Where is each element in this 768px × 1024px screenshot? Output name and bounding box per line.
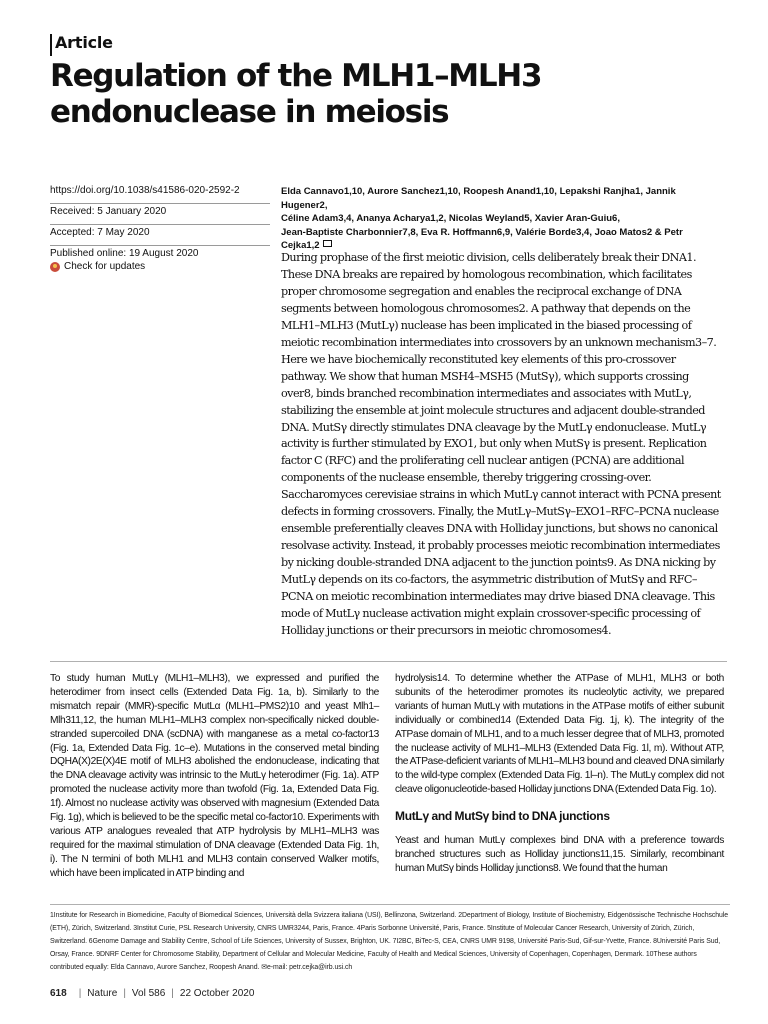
- body-paragraph: To study human MutLγ (MLH1–MLH3), we expressed and purified the heterodimer from insect cells (Extended Data Fig. 1a, b). Similarly to the mismatch repair (MMR)-specific MutLα (MLH1–PMS2)10 and yeast Mlh1–Mlh311,12, the human MLH1–MLH3 complex non-specifically nicked double-stranded supercoiled DNA (scDNA) with manganese as a metal co-factor13 (Fig. 1a, Extended Data Fig. 1c–e). Mutations in the conserved metal binding DQHA(X)2E(X)4E motif of MLH3 abolished the endonuclease, indicating that the DNA cleavage activity was intrinsic to the MutLγ heterodimer (Fig. 1a). ATP promoted the nuclease activity more than twofold (Fig. 1a, Extended Data Fig. 1f). Almost no nuclease activity was observed with magnesium (Extended Data Fig. 1g), which is believed to be the specific metal co-factor10. Experiments with various ATP analogues revealed that ATP hydrolysis by MLH1–MLH3 was required for the maximal stimulation of DNA cleavage (Extended Data Fig. 1h, i). The N termini of both MLH1 and MLH3 contain conserved Walker motifs, which have been implicated in ATP binding and: [50, 673, 379, 879]
- check-updates-button[interactable]: [50, 261, 270, 272]
- footer-separator: |: [171, 988, 174, 999]
- author-line: [281, 226, 721, 253]
- abstract: [281, 250, 721, 640]
- author-line: Elda Cannavo1,10, Aurore Sanchez1,10, Roopesh Anand1,10, Lepakshi Ranjha1, Jannik Hugener2,: [281, 186, 676, 211]
- mail-icon[interactable]: [323, 240, 332, 247]
- body-paragraph: Yeast and human MutLγ complexes bind DNA with a preference towards branched structures such as Holliday junctions11,15. Similarly, recombinant human MutSγ binds Holliday junctions8. We found that the human: [395, 835, 724, 874]
- section-heading: MutLγ and MutSγ bind to DNA junctions: [395, 809, 610, 824]
- page-title: Regulation of the MLH1–MLH3 endonuclease in meiosis: [50, 58, 542, 130]
- article-type-label: Article: [55, 33, 113, 52]
- published-date: Published online: 19 August 2020: [50, 248, 199, 259]
- published-row: [50, 246, 270, 272]
- crossmark-icon: [50, 262, 60, 272]
- body-column-right: [395, 672, 724, 876]
- body-column-left: [50, 672, 379, 881]
- accepted-row: [50, 225, 270, 246]
- affiliations-footnotes: [50, 904, 730, 974]
- author-line-text: Jean-Baptiste Charbonnier7,8, Eva R. Hoffmann6,9, Valérie Borde3,4, Joao Matos2 & Petr Cejka1,2: [281, 226, 683, 251]
- body-paragraph: hydrolysis14. To determine whether the ATPase of MLH1, MLH3 or both subunits of the heterodimer promotes its nucleolytic activity, we prepared variants of human MutLγ with mutations in the ATPase motifs of either subunit individually or combined14 (Extended Data Fig. 1j, k). The integrity of the ATPase domain of MLH1, and to a much lesser degree that of MLH3, promoted the nuclease activity of MLH1–MLH3 (Extended Data Fig. 1l, m). Without ATP, the ATPase-deficient variants of MLH1–MLH3 bound and cleaved DNA similarly to the wild-type complex (Extended Data Fig. 1l–n). The MutLγ complex did not cleave oligonucleotide-based Holliday junctions DNA (Extended Data Fig. 1o).: [395, 673, 724, 796]
- footer-separator: |: [78, 988, 82, 999]
- article-metadata: [50, 185, 270, 272]
- doi-link[interactable]: https://doi.org/10.1038/s41586-020-2592-2: [50, 185, 240, 196]
- doi-row: [50, 185, 270, 204]
- article-type-rule: [50, 34, 52, 56]
- check-updates-label: Check for updates: [64, 261, 146, 272]
- journal-name: Nature: [87, 988, 118, 999]
- accepted-date: Accepted: 7 May 2020: [50, 227, 150, 238]
- page-number: 618: [50, 988, 67, 999]
- author-list: [281, 185, 721, 253]
- footer-separator: |: [123, 988, 126, 999]
- volume: Vol 586: [131, 988, 166, 999]
- author-line: Céline Adam3,4, Ananya Acharya1,2, Nicolas Weyland5, Xavier Aran-Guiu6,: [281, 213, 620, 224]
- footnotes-text: 1Institute for Research in Biomedicine, Faculty of Biomedical Sciences, Università della Svizzera italiana (USI), Bellinzona, Switzerland. 2Department of Biology, Institute of Biochemistry, Eidgenössische Technische Hochschule (ETH), Zürich, Switzerland. 3Institut Curie, PSL Research University, CNRS UMR3244, Paris, France. 4Paris Sorbonne Université, Paris, France. 5Institute of Molecular Cancer Research, University of Zürich, Zürich, Switzerland. 6Genome Damage and Stability Centre, School of Life Sciences, University of Sussex, Brighton, UK. 7I2BC, BiTec-S, CEA, CNRS UMR 9198, Université Paris-Sud, Gif-sur-Yvette, France. 8Université Paris Sud, Orsay, France. 9DNRF Center for Chromosome Stability, Department of Cellular and Molecular Medicine, Faculty of Health and Medical Sciences, University of Copenhagen, Copenhagen, Denmark. 10These authors contributed equally: Elda Cannavo, Aurore Sanchez, Roopesh Anand. ✉e-mail: petr.cejka@irb.usi.ch: [50, 912, 729, 971]
- received-date: Received: 5 January 2020: [50, 206, 167, 217]
- received-row: [50, 204, 270, 225]
- page-footer: [50, 988, 254, 999]
- issue-date: 22 October 2020: [179, 988, 255, 999]
- section-divider: [50, 661, 727, 662]
- abstract-text: During prophase of the first meiotic division, cells deliberately break their DNA1. These DNA breaks are repaired by homologous recombination, which facilitates proper chromosome segregation and enables the reciprocal exchange of DNA segments between homologous chromosomes2. A pathway that depends on the MLH1–MLH3 (MutLγ) nuclease has been implicated in the biased processing of meiotic recombination intermediates into crossovers by an unknown mechanism3–7. Here we have biochemically reconstituted key elements of this pro-crossover pathway. We show that human MSH4–MSH5 (MutSγ), which supports crossing over8, binds branched recombination intermediates and associates with MutLγ, stabilizing the ensemble at joint molecule structures and adjacent double-stranded DNA. MutSγ directly stimulates DNA cleavage by the MutLγ endonuclease. MutLγ activity is further stimulated by EXO1, but only when MutSγ is present. Replication factor C (RFC) and the proliferating cell nuclear antigen (PCNA) are additional components of the nuclease ensemble, thereby triggering crossing-over. Saccharomyces cerevisiae strains in which MutLγ cannot interact with PCNA present defects in forming crossovers. Finally, the MutLγ–MutSγ–EXO1–RFC–PCNA nuclease ensemble preferentially cleaves DNA with Holliday junctions, but shows no canonical resolvase activity. Instead, it probably processes meiotic recombination intermediates by nicking double-stranded DNA adjacent to the junction points9. As DNA nicking by MutLγ depends on its co-factors, the asymmetric distribution of MutSγ and RFC–PCNA on meiotic recombination intermediates may drive biased DNA cleavage. This mode of MutLγ nuclease activation might explain crossover-specific processing of Holliday junctions or their precursors in meiotic chromosomes4.: [281, 251, 721, 637]
